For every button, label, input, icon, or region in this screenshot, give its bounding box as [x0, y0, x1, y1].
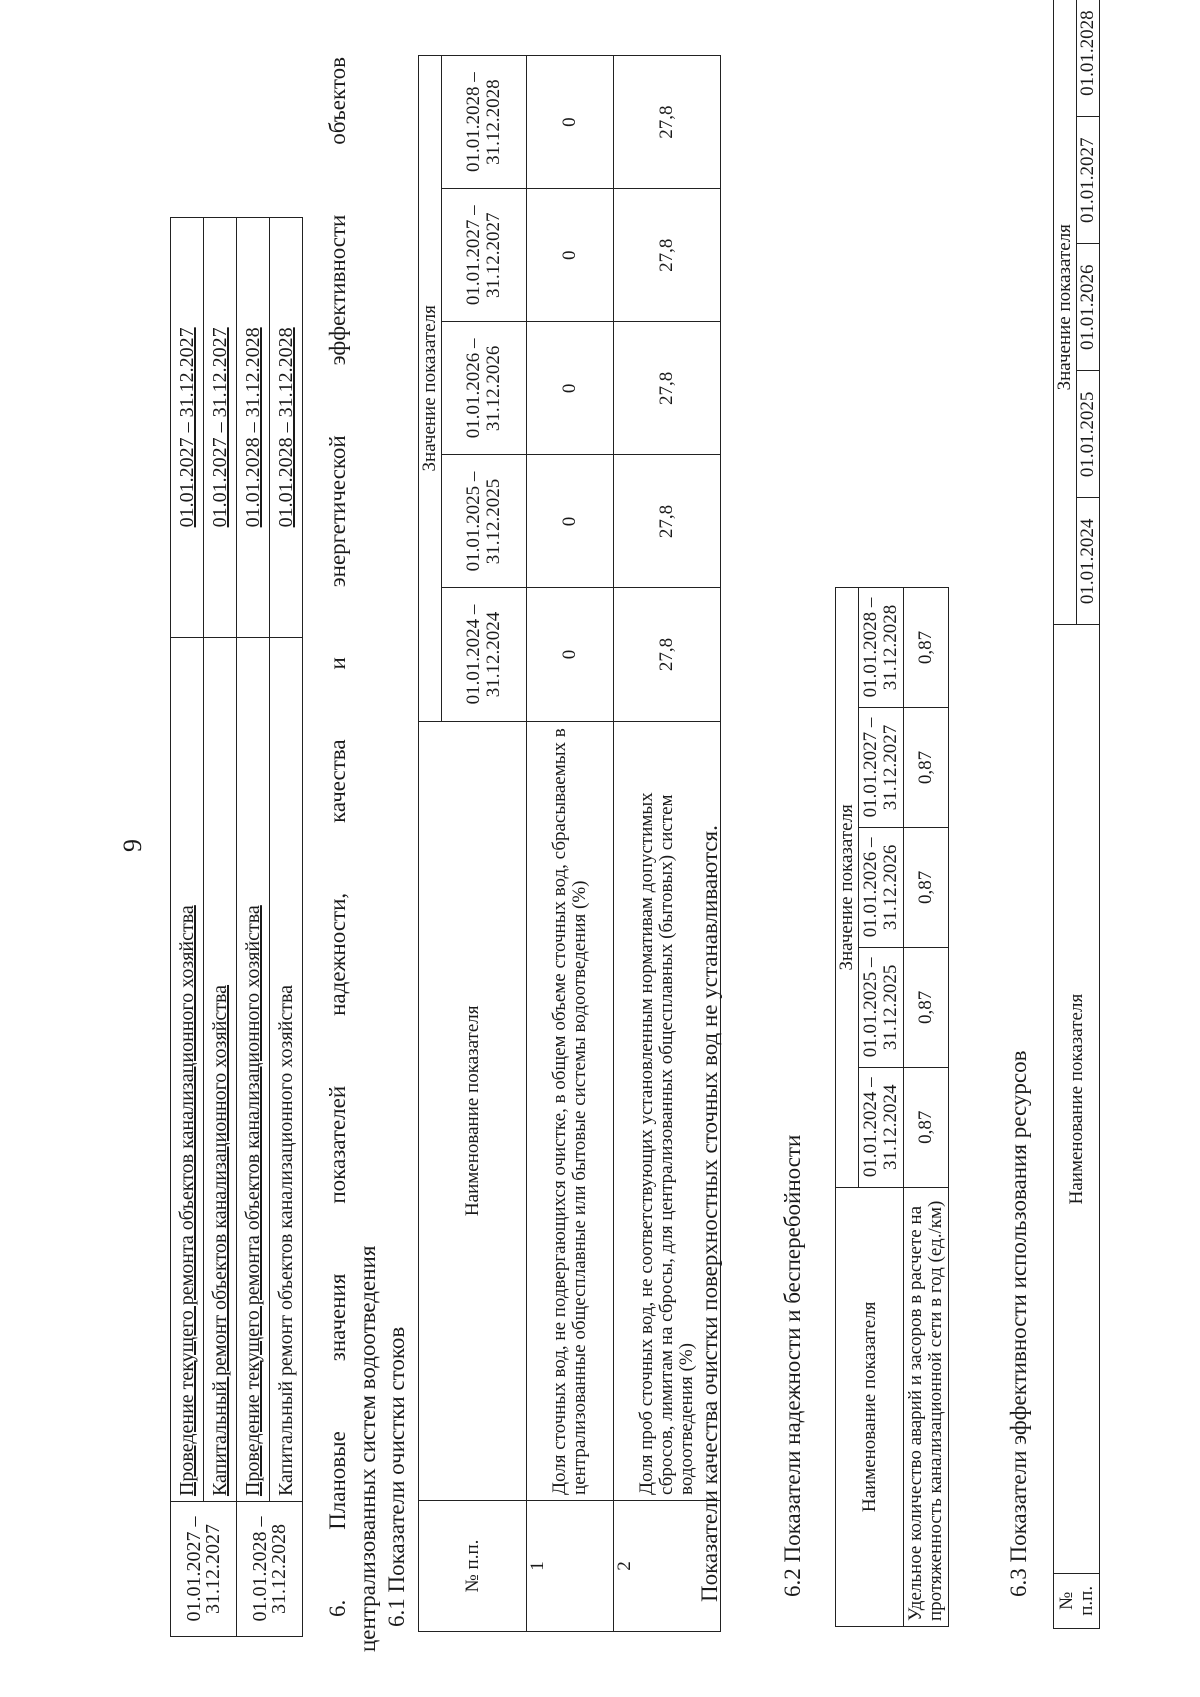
value-cell: 27,8 [614, 56, 721, 189]
schedule-work-cell: Капитальный ремонт объектов канализационного хозяйства [204, 637, 237, 1501]
period-header: 01.01.2024 – 31.12.2024 [442, 588, 527, 721]
resource-efficiency-table [1053, 0, 1100, 1629]
value-cell: 0,87 [904, 827, 949, 947]
table-row [270, 218, 303, 1637]
cleaning-indicators-table [418, 55, 721, 1632]
col-header-name: Наименование показателя [1054, 625, 1100, 1573]
schedule-period2-cell: 01.01.2027 – 31.12.2027 [171, 218, 204, 638]
col-header-name: Наименование показателя [836, 1187, 904, 1626]
period-header: 01.01.2026 [1077, 244, 1100, 371]
period-header: 01.01.2025 – 31.12.2025 [859, 947, 904, 1067]
value-cell: 0 [527, 56, 614, 189]
table-row [527, 56, 614, 1632]
table-row [237, 218, 270, 1637]
schedule-period-cell: 01.01.2028 – 31.12.2028 [237, 1502, 303, 1637]
period-header: 01.01.2028 – 31.12.2028 [859, 588, 904, 708]
period-header: 01.01.2027 – 31.12.2027 [859, 707, 904, 827]
value-cell: 27,8 [614, 588, 721, 721]
value-cell: 27,8 [614, 189, 721, 322]
schedule-work-cell: Проведение текущего ремонта объектов канализационного хозяйства [237, 637, 270, 1501]
period-header: 01.01.2027 – 31.12.2027 [442, 189, 527, 322]
col-header-value: Значение показателя [836, 588, 859, 1188]
table-row [204, 218, 237, 1637]
schedule-work-cell: Капитальный ремонт объектов канализационного хозяйства [270, 637, 303, 1501]
page-number: 9 [118, 839, 147, 852]
value-cell: 0,87 [904, 947, 949, 1067]
period-header: 01.01.2028 – 31.12.2028 [442, 56, 527, 189]
table-header-row [419, 56, 442, 1632]
reliability-table [835, 587, 949, 1627]
row-num: 2 [614, 1500, 721, 1631]
section-6-heading-cont: централизованных систем водоотведения [355, 1245, 380, 1652]
table-header-row [836, 588, 859, 1627]
schedule-work-cell: Проведение текущего ремонта объектов канализационного хозяйства [171, 637, 204, 1501]
schedule-period2-cell: 01.01.2028 – 31.12.2028 [237, 218, 270, 638]
value-cell: 0,87 [904, 588, 949, 708]
value-cell: 0 [527, 189, 614, 322]
row-name: Доля сточных вод, не подвергающихся очистке, в общем объеме сточных вод, сбрасываемых в централизованные общесплавные или бытовые системы водоотведения (%) [527, 721, 614, 1500]
section-6-3-title: 6.3 Показатели эффективности использования ресурсов [1006, 1050, 1031, 1597]
surface-water-note: Показатели качества очистки поверхностных сточных вод не устанавливаются. [697, 825, 722, 1602]
table-row [904, 588, 949, 1627]
row-name: Доля проб сточных вод, не соответствующих установленным нормативам допустимых сбросов, лимитам на сбросы, для централизованных общесплавных (бытовых) систем водоотведения (%) [614, 721, 721, 1500]
section-6-2-title: 6.2 Показатели надежности и бесперебойности [780, 1134, 805, 1597]
col-header-num: № п.п. [419, 1500, 527, 1631]
period-header: 01.01.2024 – 31.12.2024 [859, 1067, 904, 1187]
schedule-table [170, 217, 303, 1637]
section-6-1-title: 6.1 Показатели очистки стоков [384, 1326, 409, 1627]
period-header: 01.01.2024 [1077, 498, 1100, 625]
value-cell: 27,8 [614, 455, 721, 588]
col-header-value: Значение показателя [1054, 0, 1077, 625]
value-cell: 27,8 [614, 322, 721, 455]
section-6-heading: 6. Плановые значения показателей надежности, качества и энергетической эффективности объектов [325, 57, 350, 1617]
schedule-period2-cell: 01.01.2028 – 31.12.2028 [270, 218, 303, 638]
period-header: 01.01.2028 [1077, 0, 1100, 117]
period-header: 01.01.2026 – 31.12.2026 [859, 827, 904, 947]
value-cell: 0 [527, 322, 614, 455]
period-header: 01.01.2025 [1077, 371, 1100, 498]
col-header-name: Наименование показателя [419, 721, 527, 1500]
period-header: 01.01.2026 – 31.12.2026 [442, 322, 527, 455]
col-header-value: Значение показателя [419, 56, 442, 722]
period-header: 01.01.2025 – 31.12.2025 [442, 455, 527, 588]
schedule-period2-cell: 01.01.2027 – 31.12.2027 [204, 218, 237, 638]
table-header-row [1054, 0, 1077, 1629]
row-num: 1 [527, 1500, 614, 1631]
value-cell: 0 [527, 455, 614, 588]
value-cell: 0,87 [904, 707, 949, 827]
period-header: 01.01.2027 [1077, 117, 1100, 244]
col-header-num: № п.п. [1054, 1573, 1100, 1628]
value-cell: 0 [527, 588, 614, 721]
row-name: Удельное количество аварий и засоров в расчете на протяженность канализационной сети в год (ед./км) [904, 1187, 949, 1626]
table-row [171, 218, 204, 1637]
value-cell: 0,87 [904, 1067, 949, 1187]
schedule-period-cell: 01.01.2027 – 31.12.2027 [171, 1502, 237, 1637]
